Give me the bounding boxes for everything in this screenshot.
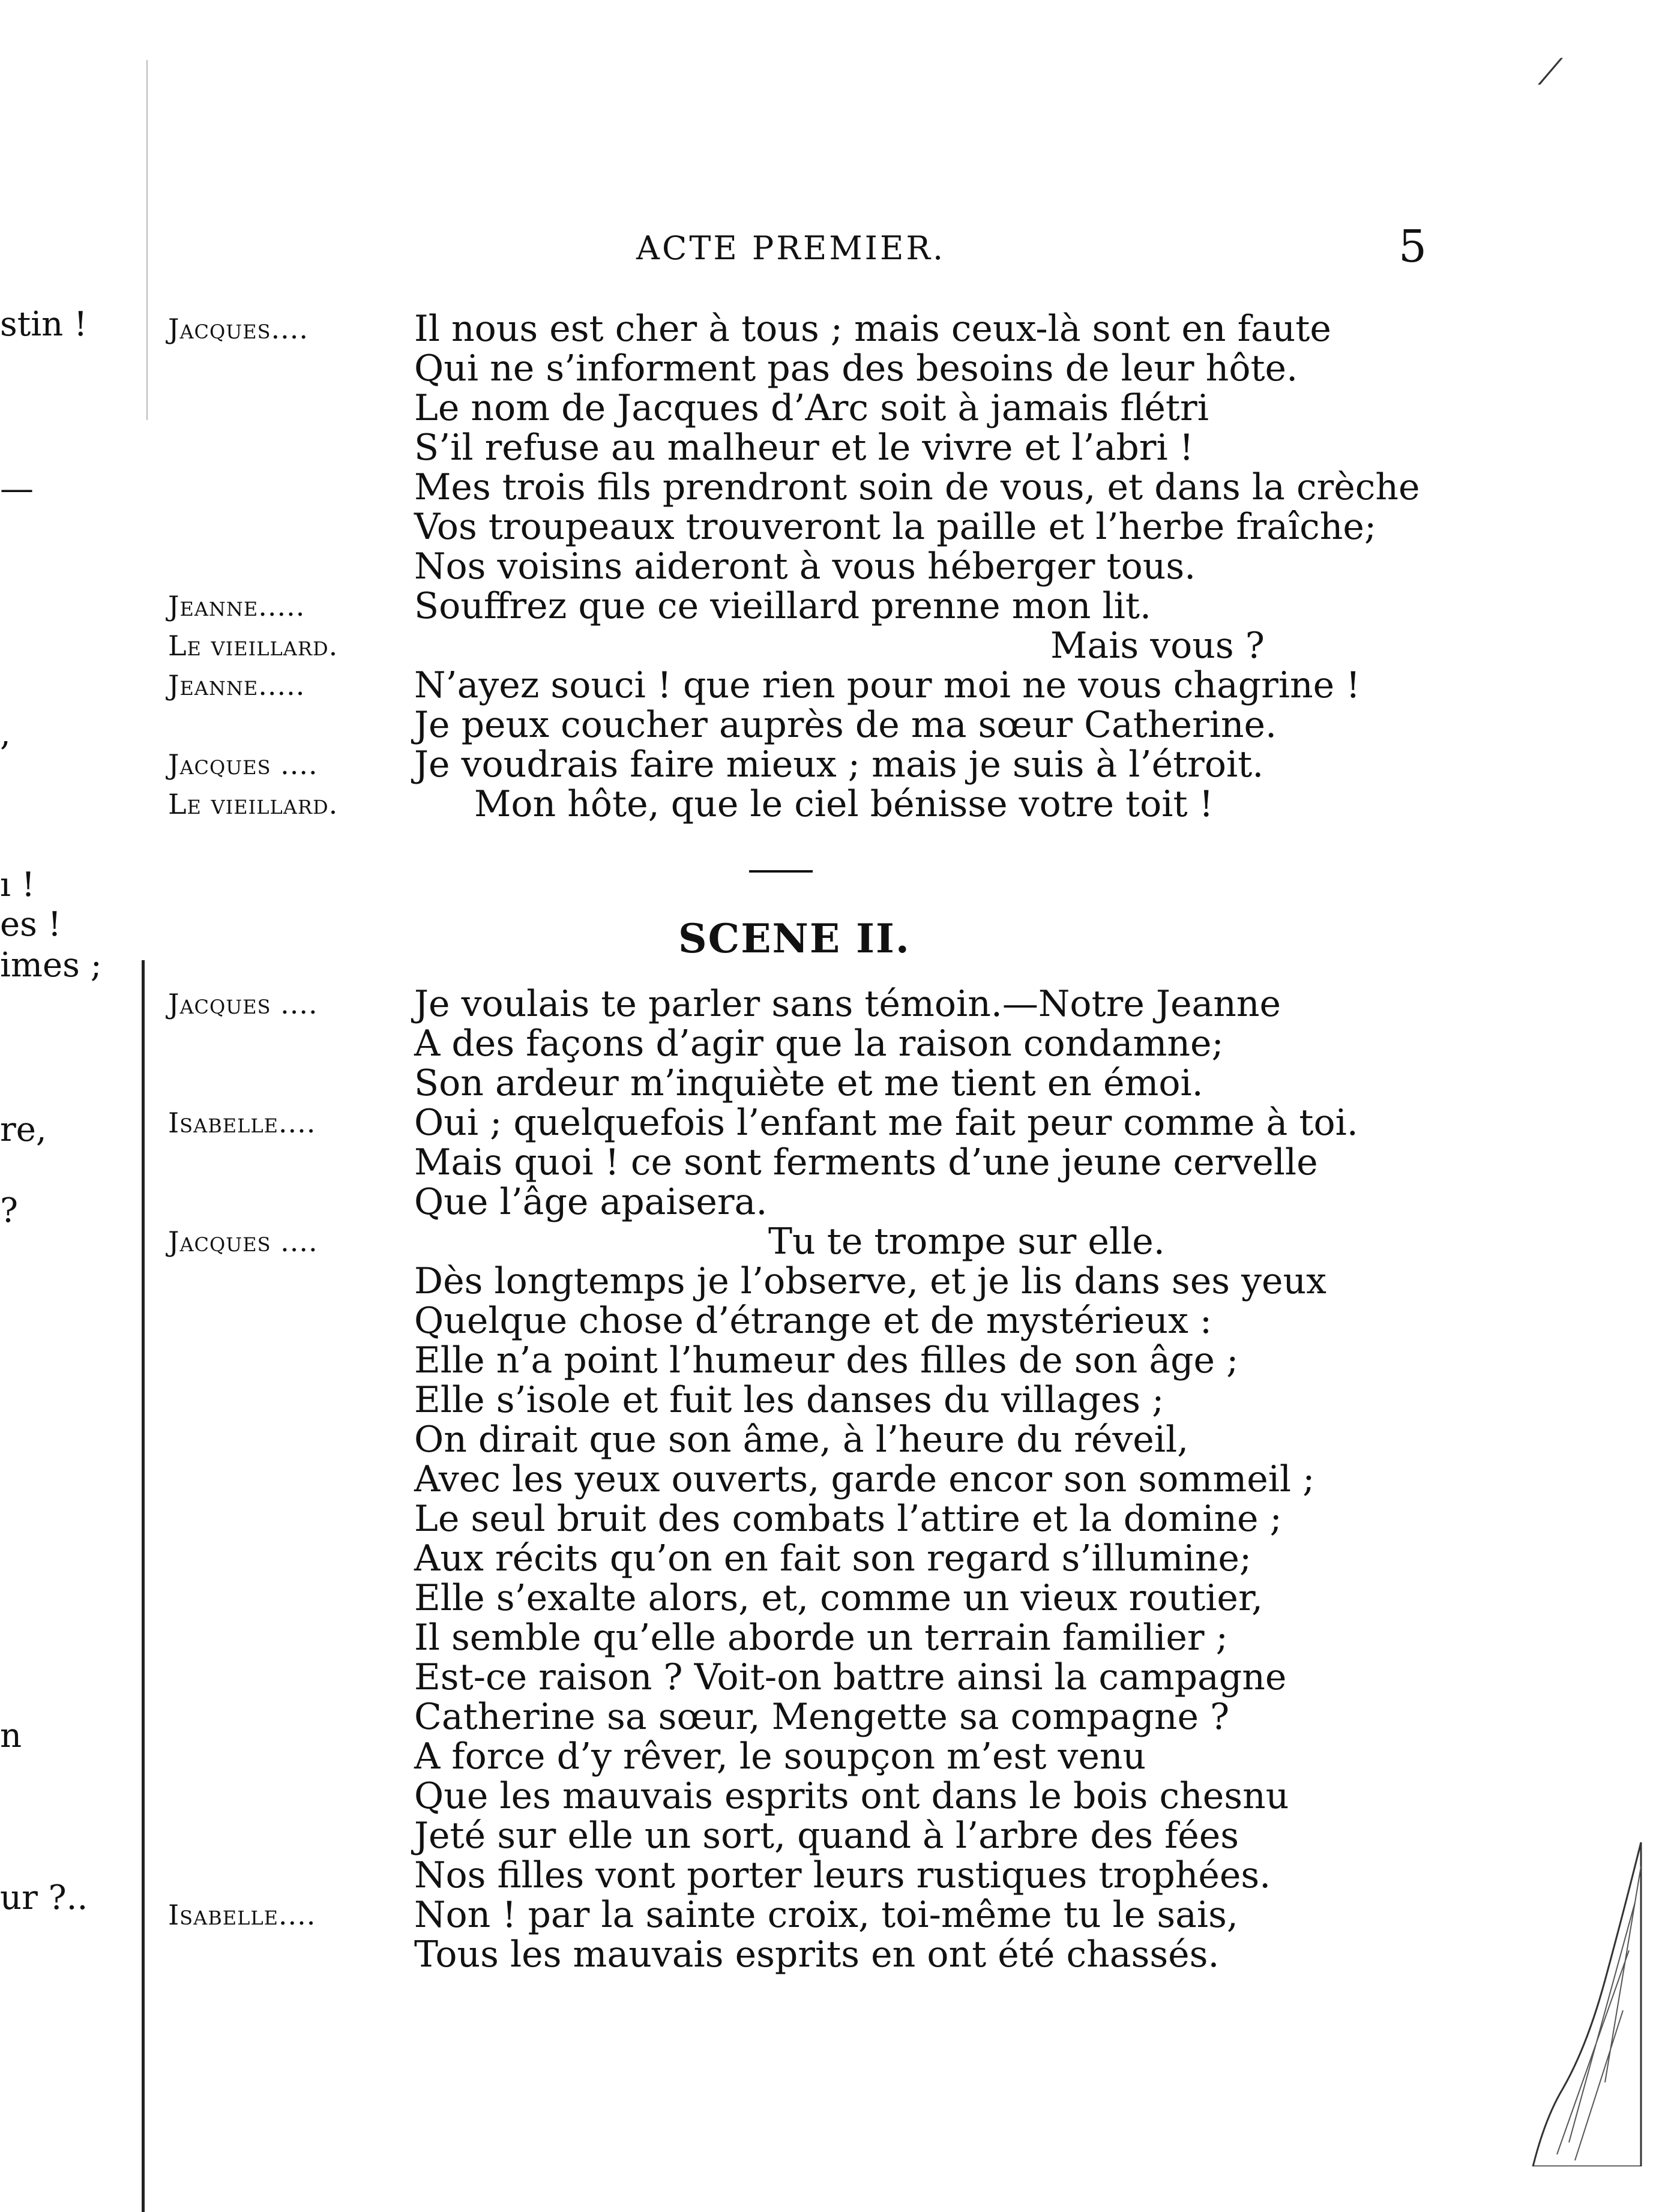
verse-line	[168, 745, 1489, 784]
speaker-name: Le vieillard.	[168, 630, 339, 662]
margin-fragment: ur ?..	[0, 1878, 88, 1917]
verse-line	[168, 586, 1489, 626]
verse-text: Elle s’isole et fuit les danses du villages ;	[414, 1379, 1164, 1421]
verse-text: Avec les yeux ouverts, garde encor son sommeil ;	[414, 1458, 1315, 1500]
verse-line	[168, 507, 1489, 547]
verse-line	[168, 1182, 1489, 1222]
verse-text: Il nous est cher à tous ; mais ceux-là sont en faute	[414, 308, 1331, 350]
speaker-name: Jacques ....	[168, 1225, 318, 1258]
verse-text: Aux récits qu’on en fait son regard s’illumine;	[414, 1537, 1252, 1579]
verse-text: Tu te trompe sur elle.	[768, 1221, 1165, 1263]
page-edge-smudge-icon	[1521, 1830, 1647, 2166]
margin-fragment: —	[0, 469, 34, 508]
verse-text: Je voudrais faire mieux ; mais je suis à l’étroit.	[414, 744, 1264, 786]
speaker-name: Jacques ....	[168, 748, 318, 781]
gutter-binding-line	[142, 960, 145, 2212]
scene-heading: SCENE II.	[678, 915, 911, 962]
verse-line	[168, 1935, 1489, 1974]
verse-text: N’ayez souci ! que rien pour moi ne vous chagrine !	[414, 664, 1361, 706]
verse-line	[168, 1459, 1489, 1499]
speaker-name: Le vieillard.	[168, 788, 339, 820]
verse-line	[168, 1103, 1489, 1143]
margin-fragment: imes ;	[0, 946, 102, 985]
gutter-line	[146, 60, 148, 420]
verse-line	[168, 428, 1489, 467]
verse-text: Elle n’a point l’humeur des filles de son âge ;	[414, 1339, 1239, 1381]
verse-line	[168, 467, 1489, 507]
speaker-name: Jeanne.....	[168, 669, 306, 702]
verse-line	[168, 1618, 1489, 1657]
page-number: 5	[1399, 221, 1427, 272]
verse-line	[168, 1539, 1489, 1578]
verse-line	[168, 1499, 1489, 1539]
verse-text: Vos troupeaux trouveront la paille et l’herbe fraîche;	[414, 506, 1377, 548]
verse-line	[168, 1420, 1489, 1459]
verse-text: Elle s’exalte alors, et, comme un vieux routier,	[414, 1577, 1263, 1619]
verse-line	[168, 1380, 1489, 1420]
verse-line	[168, 1341, 1489, 1380]
verse-text: Mes trois fils prendront soin de vous, et dans la crèche	[414, 466, 1420, 508]
verse-line	[168, 1895, 1489, 1935]
verse-text: Mon hôte, que le ciel bénisse votre toit !	[474, 783, 1214, 825]
verse-text: Jeté sur elle un sort, quand à l’arbre des fées	[414, 1815, 1239, 1857]
verse-line	[168, 1024, 1489, 1063]
verse-text: Est-ce raison ? Voit-on battre ainsi la campagne	[414, 1656, 1287, 1698]
verse-text: Le nom de Jacques d’Arc soit à jamais flétri	[414, 387, 1209, 429]
verse-text: Nos filles vont porter leurs rustiques trophées.	[414, 1854, 1271, 1896]
verse-text: Tous les mauvais esprits en ont été chassés.	[414, 1934, 1220, 1976]
verse-text: Je voulais te parler sans témoin.—Notre Jeanne	[414, 983, 1281, 1025]
verse-line	[168, 309, 1489, 349]
speaker-name: Isabelle....	[168, 1107, 316, 1139]
verse-text: On dirait que son âme, à l’heure du réveil,	[414, 1419, 1189, 1461]
verse-line	[168, 1856, 1489, 1895]
section-rule	[749, 870, 813, 873]
verse-text: Souffrez que ce vieillard prenne mon lit.	[414, 585, 1152, 627]
verse-text: Quelque chose d’étrange et de mystérieux :	[414, 1300, 1212, 1342]
verse-text: Son ardeur m’inquiète et me tient en émoi.	[414, 1062, 1203, 1104]
verse-line	[168, 984, 1489, 1024]
verse-text: Que l’âge apaisera.	[414, 1181, 768, 1223]
corner-smudge-icon: ⟋	[1538, 51, 1563, 93]
verse-line	[168, 1222, 1489, 1261]
verse-text: Que les mauvais esprits ont dans le bois chesnu	[414, 1775, 1289, 1817]
margin-fragment: es !	[0, 905, 62, 944]
verse-line	[168, 1737, 1489, 1776]
verse-line	[168, 547, 1489, 586]
verse-text: Catherine sa sœur, Mengette sa compagne ?	[414, 1696, 1230, 1738]
verse-line	[168, 666, 1489, 705]
verse-line	[168, 388, 1489, 428]
verse-text: Nos voisins aideront à vous héberger tous.	[414, 545, 1196, 588]
speaker-name: Jacques....	[168, 313, 309, 345]
verse-text: Mais quoi ! ce sont ferments d’une jeune cervelle	[414, 1141, 1318, 1183]
running-title: ACTE PREMIER.	[636, 229, 946, 267]
verse-text: Non ! par la sainte croix, toi-même tu le sais,	[414, 1894, 1238, 1936]
verse-text: Je peux coucher auprès de ma sœur Catherine.	[414, 704, 1277, 746]
speaker-name: Jacques ....	[168, 988, 318, 1020]
verse-text: A des façons d’agir que la raison condamne;	[414, 1023, 1224, 1065]
verse-line	[168, 1697, 1489, 1737]
margin-fragment: n	[0, 1716, 22, 1755]
verse-line	[168, 626, 1489, 666]
verse-line	[168, 1816, 1489, 1856]
verse-line	[168, 705, 1489, 745]
verse-text: A force d’y rêver, le soupçon m’est venu	[414, 1736, 1146, 1778]
speaker-name: Jeanne.....	[168, 590, 306, 622]
verse-text: Oui ; quelquefois l’enfant me fait peur comme à toi.	[414, 1102, 1358, 1144]
verse-text: Mais vous ?	[1050, 625, 1265, 667]
scene2-verse-block	[168, 984, 1489, 1974]
scene1-verse-block	[168, 309, 1489, 824]
verse-line	[168, 784, 1489, 824]
margin-fragment: ı !	[0, 865, 35, 904]
verse-line	[168, 1261, 1489, 1301]
verse-text: Il semble qu’elle aborde un terrain familier ;	[414, 1617, 1228, 1659]
verse-line	[168, 1578, 1489, 1618]
margin-fragment: re,	[0, 1110, 47, 1149]
margin-fragment: ?	[0, 1191, 19, 1230]
verse-line	[168, 1143, 1489, 1182]
verse-text: S’il refuse au malheur et le vivre et l’abri !	[414, 427, 1194, 469]
verse-text: Qui ne s’informent pas des besoins de leur hôte.	[414, 347, 1298, 389]
verse-line	[168, 349, 1489, 388]
verse-text: Dès longtemps je l’observe, et je lis dans ses yeux	[414, 1260, 1326, 1302]
verse-text: Le seul bruit des combats l’attire et la domine ;	[414, 1498, 1282, 1540]
verse-line	[168, 1657, 1489, 1697]
verse-line	[168, 1063, 1489, 1103]
margin-fragment: stin !	[0, 305, 88, 344]
verse-line	[168, 1301, 1489, 1341]
verse-line	[168, 1776, 1489, 1816]
speaker-name: Isabelle....	[168, 1899, 316, 1931]
margin-fragment: ,	[0, 714, 11, 753]
